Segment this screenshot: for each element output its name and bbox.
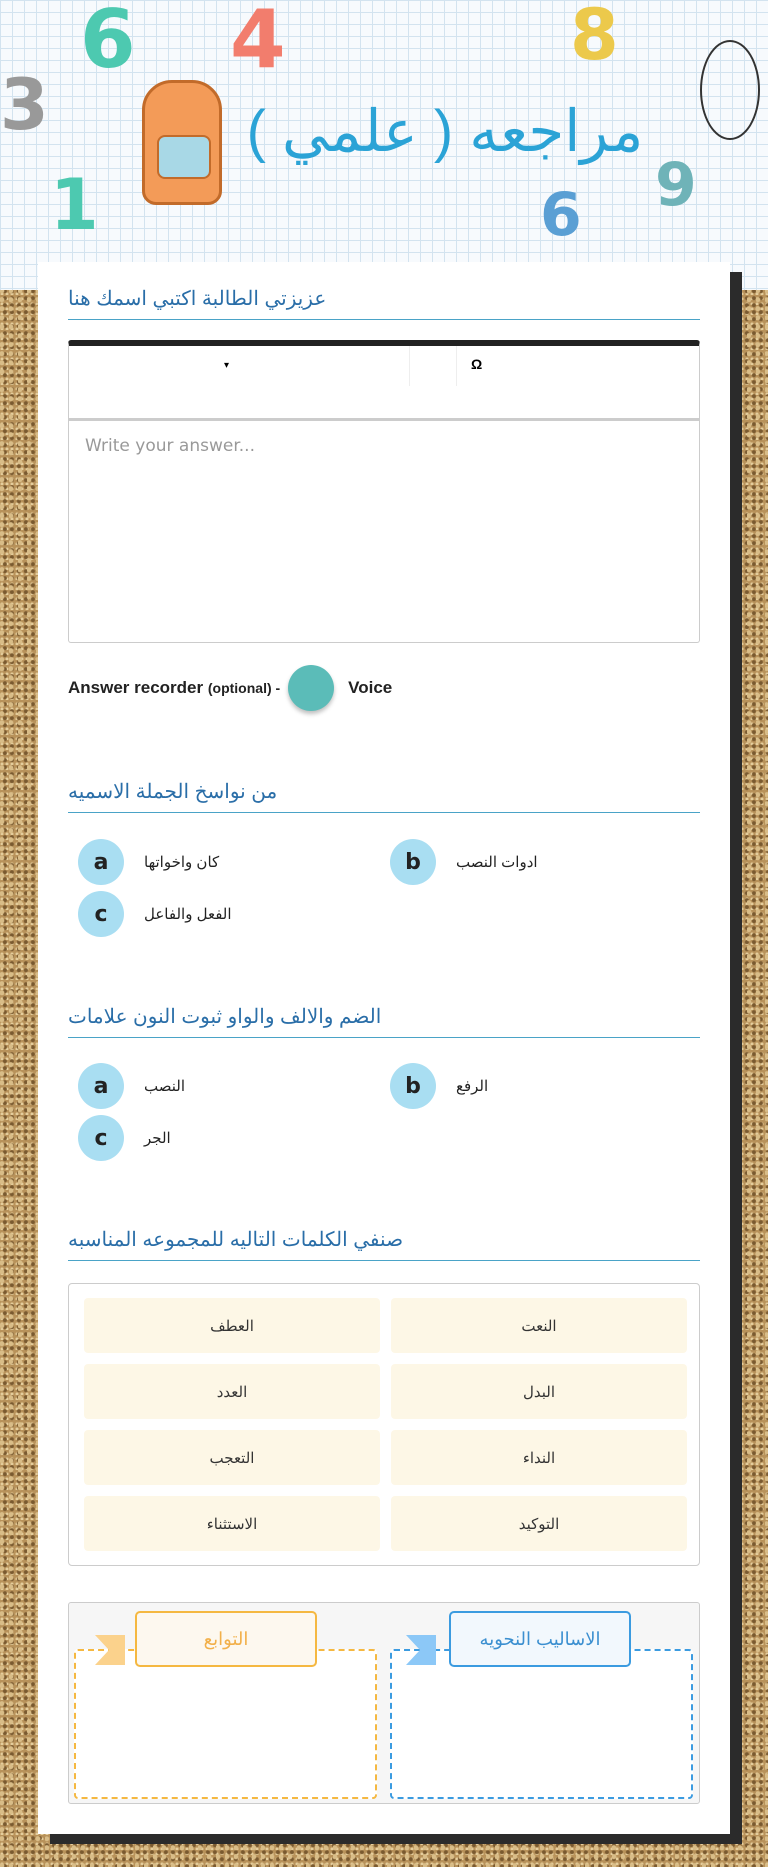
answer-textarea[interactable]: Write your answer... [85,436,255,456]
sort-groups [68,1602,700,1804]
question-text: الضم والالف والواو ثبوت النون علامات [68,1006,382,1028]
option-b[interactable] [390,1063,488,1109]
font-dropdown[interactable]: ▾ [224,360,230,371]
header-banner [0,0,768,290]
special-character-button[interactable]: Ω [471,356,483,372]
drop-zone-grammar-styles[interactable] [390,1649,693,1799]
question-text: صنفي الكلمات التاليه للمجموعه المناسبه [68,1229,404,1251]
draggable-word[interactable]: النعت [391,1298,687,1353]
number-decoration: 8 [570,0,619,76]
option-text: النصب [144,1078,186,1095]
toolbar-divider [409,346,410,386]
option-letter: c [78,1115,124,1161]
draggable-word[interactable]: النداء [391,1430,687,1485]
question-title [68,1227,700,1261]
answer-editor [68,340,700,643]
option-b[interactable] [390,839,538,885]
question-title [68,286,700,320]
recorder-label: Answer recorder [68,678,204,697]
option-c[interactable] [78,891,232,937]
draggable-word[interactable]: العطف [84,1298,380,1353]
question-text: عزيزتي الطالبة اكتبي اسمك هنا [68,288,327,310]
option-letter: b [390,1063,436,1109]
number-decoration: 6 [540,180,582,250]
editor-toolbar [69,346,699,421]
number-decoration: 1 [50,164,99,246]
option-text: الجر [144,1130,171,1147]
draggable-word[interactable]: الاستثناء [84,1496,380,1551]
option-text: كان واخواتها [144,854,220,871]
drop-zone-followers[interactable] [74,1649,377,1799]
question-title [68,779,700,813]
page-title: مراجعه ( علمي ) [246,99,644,164]
option-letter: b [390,839,436,885]
group-label: الاساليب النحويه [449,1611,631,1667]
option-letter: c [78,891,124,937]
draggable-word[interactable]: التعجب [84,1430,380,1485]
group-label: التوابع [135,1611,317,1667]
option-letter: a [78,1063,124,1109]
word-bank [68,1283,700,1566]
option-text: ادوات النصب [456,854,538,871]
number-decoration: 9 [655,150,697,220]
record-voice-button[interactable] [288,665,334,711]
recorder-mode: Voice [348,678,393,697]
draggable-word[interactable]: البدل [391,1364,687,1419]
option-letter: a [78,839,124,885]
backpack-illustration [142,80,222,205]
number-decoration: 6 [80,0,136,86]
option-text: الرفع [456,1078,489,1095]
worksheet-card [38,262,730,1834]
recorder-optional: (optional) - [207,680,281,696]
toolbar-divider [456,346,457,386]
number-decoration: 4 [230,0,286,86]
draggable-word[interactable]: العدد [84,1364,380,1419]
option-a[interactable] [78,1063,185,1109]
circle-diagram-decoration [700,40,760,140]
option-c[interactable] [78,1115,171,1161]
draggable-word[interactable]: التوكيد [391,1496,687,1551]
option-a[interactable] [78,839,219,885]
question-text: من نواسخ الجملة الاسميه [68,781,278,803]
question-title [68,1004,700,1038]
number-decoration: 3 [0,64,49,146]
answer-recorder [68,665,392,711]
option-text: الفعل والفاعل [144,906,232,923]
